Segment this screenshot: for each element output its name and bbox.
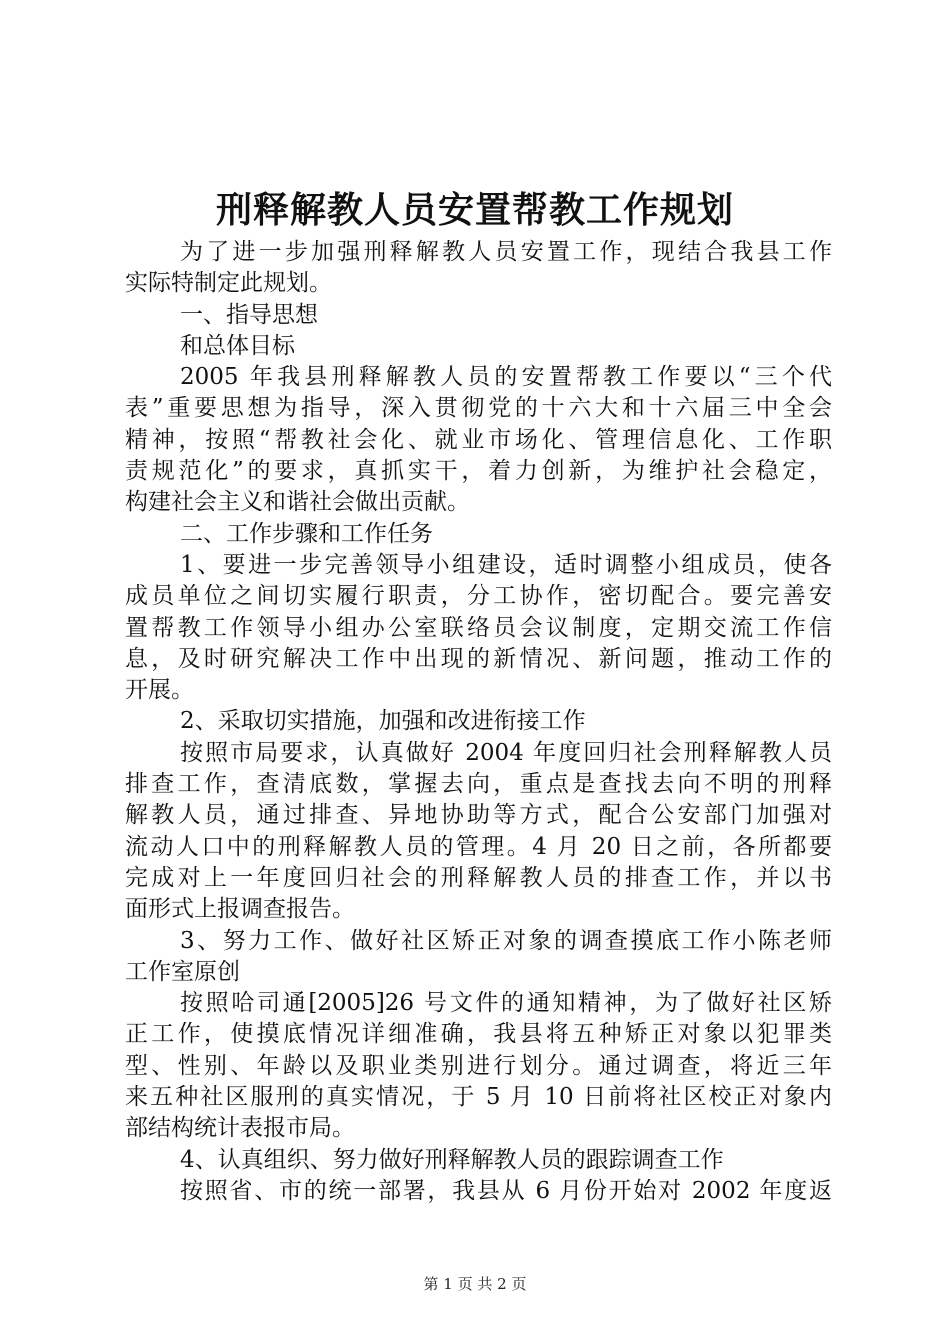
text-line: 面形式上报调查报告。	[125, 896, 355, 923]
text-line: 按照省、市的统一部署，我县从 6 月份开始对 2002 年度返	[180, 1177, 832, 1204]
text-line: 成员单位之间切实履行职责，分工协作，密切配合。要完善安	[125, 583, 832, 610]
text-line: 工作室原创	[125, 958, 240, 985]
text-line: 表”重要思想为指导，深入贯彻党的十六大和十六届三中全会	[125, 395, 832, 422]
text-line: 1、要进一步完善领导小组建设，适时调整小组成员，使各	[180, 551, 832, 578]
document-body	[125, 237, 832, 1207]
text-line: 责规范化”的要求，真抓实干，着力创新，为维护社会稳定，	[125, 458, 832, 485]
text-line: 4、认真组织、努力做好刑释解教人员的跟踪调查工作	[180, 1146, 724, 1173]
text-line: 正工作，使摸底情况详细准确，我县将五种矫正对象以犯罪类	[125, 1021, 832, 1048]
text-line: 构建社会主义和谐社会做出贡献。	[125, 489, 470, 516]
text-line: 为了进一步加强刑释解教人员安置工作，现结合我县工作	[180, 239, 832, 265]
text-line: 流动人口中的刑释解教人员的管理。4 月 20 日之前，各所都要	[125, 833, 832, 860]
text-line: 按照市局要求，认真做好 2004 年度回归社会刑释解教人员	[180, 739, 832, 766]
document-title: 刑释解教人员安置帮教工作规划	[215, 189, 734, 231]
text-line: 解教人员，通过排查、异地协助等方式，配合公安部门加强对	[125, 802, 832, 829]
page-footer: 第 1 页 共 2 页	[423, 1275, 527, 1293]
text-line: 实际特制定此规划。	[125, 270, 332, 297]
text-line: 按照哈司通[2005]26 号文件的通知精神，为了做好社区矫	[180, 990, 832, 1017]
text-line: 精神，按照“帮教社会化、就业市场化、管理信息化、工作职	[125, 426, 832, 453]
text-line: 3、努力工作、做好社区矫正对象的调查摸底工作小陈老师	[180, 927, 832, 954]
text-line: 2005 年我县刑释解教人员的安置帮教工作要以“三个代	[180, 364, 832, 391]
text-line: 开展。	[125, 677, 194, 704]
text-line: 型、性别、年龄以及职业类别进行划分。通过调查，将近三年	[125, 1052, 832, 1079]
text-line: 二、工作步骤和工作任务	[180, 520, 433, 547]
text-line: 一、指导思想	[180, 301, 318, 328]
text-line: 排查工作，查清底数，掌握去向，重点是查找去向不明的刑释	[125, 771, 832, 798]
text-line: 来五种社区服刑的真实情况，于 5 月 10 日前将社区校正对象内	[125, 1084, 832, 1111]
text-line: 置帮教工作领导小组办公室联络员会议制度，定期交流工作信	[125, 614, 832, 641]
text-line: 和总体目标	[180, 332, 295, 359]
text-line: 完成对上一年度回归社会的刑释解教人员的排查工作，并以书	[125, 864, 832, 891]
text-line: 部结构统计表报市局。	[125, 1115, 355, 1142]
text-line: 2、采取切实措施，加强和改进衔接工作	[180, 708, 586, 735]
text-line: 息，及时研究解决工作中出现的新情况、新问题，推动工作的	[125, 645, 832, 672]
